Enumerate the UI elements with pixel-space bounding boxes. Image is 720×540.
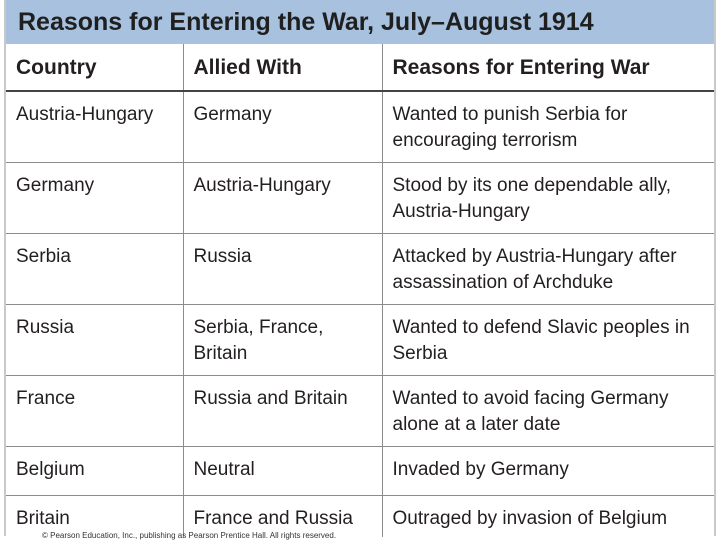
table-row xyxy=(6,446,714,495)
reason-cell: Invaded by Germany xyxy=(382,446,714,495)
table-row xyxy=(6,304,714,375)
country-cell: Britain xyxy=(16,507,70,529)
country-cell: Austria-Hungary xyxy=(6,91,183,162)
allied-cell: Neutral xyxy=(183,446,382,495)
country-cell: Belgium xyxy=(6,446,183,495)
header-reasons: Reasons for Entering War xyxy=(382,44,714,91)
table-row xyxy=(6,375,714,446)
copyright-footer: © Pearson Education, Inc., publishing as Pearson Prentice Hall. All rights reserved. xyxy=(42,531,337,540)
reason-cell: Attacked by Austria-Hungary after assassination of Archduke xyxy=(382,233,714,304)
reason-cell: Stood by its one dependable ally, Austria-Hungary xyxy=(382,162,714,233)
header-country: Country xyxy=(6,44,183,91)
allied-cell: Serbia, France, Britain xyxy=(183,304,382,375)
country-cell: Serbia xyxy=(6,233,183,304)
header-row xyxy=(6,44,714,91)
country-cell: Germany xyxy=(6,162,183,233)
allied-cell: Germany xyxy=(183,91,382,162)
reason-cell: Wanted to avoid facing Germany alone at a later date xyxy=(382,375,714,446)
reason-cell: Wanted to punish Serbia for encouraging terrorism xyxy=(382,91,714,162)
reason-cell: Outraged by invasion of Belgium xyxy=(382,495,714,537)
table-row xyxy=(6,162,714,233)
table-row xyxy=(6,91,714,162)
reasons-table xyxy=(6,44,714,537)
country-cell: France xyxy=(6,375,183,446)
allied-cell: Russia and Britain xyxy=(183,375,382,446)
country-cell: Russia xyxy=(6,304,183,375)
allied-cell: Russia xyxy=(183,233,382,304)
table-title: Reasons for Entering the War, July–August 1914 xyxy=(6,0,714,44)
allied-cell: Austria-Hungary xyxy=(183,162,382,233)
header-allied-with: Allied With xyxy=(183,44,382,91)
reason-cell: Wanted to defend Slavic peoples in Serbia xyxy=(382,304,714,375)
table-row xyxy=(6,233,714,304)
allied-cell: France and Russia xyxy=(183,495,382,537)
